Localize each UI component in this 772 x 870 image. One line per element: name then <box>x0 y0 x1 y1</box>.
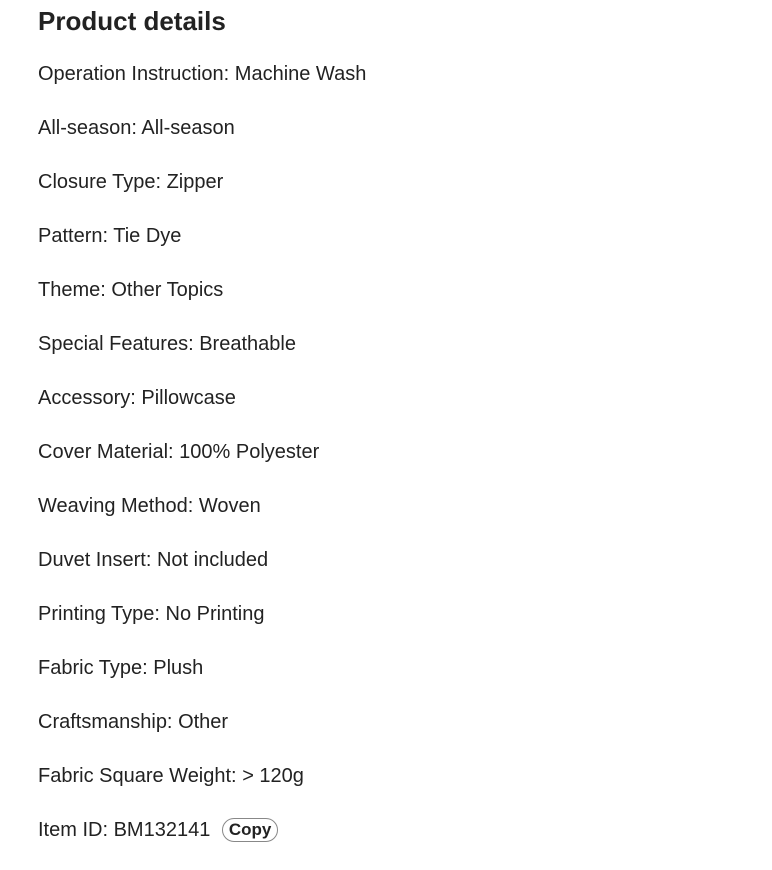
detail-craftsmanship <box>38 708 366 762</box>
detail-value: No Printing <box>165 603 265 625</box>
copy-item-id-button[interactable]: Copy <box>222 818 279 842</box>
detail-value: Other <box>178 711 229 733</box>
detail-label: Theme: <box>38 279 106 301</box>
detail-label: Special Features: <box>38 333 194 355</box>
detail-fabric-type <box>38 654 366 708</box>
detail-label: Pattern: <box>38 225 109 247</box>
detail-printing-type <box>38 600 366 654</box>
detail-value: Zipper <box>166 171 224 193</box>
detail-operation-instruction <box>38 60 366 114</box>
detail-label: Craftsmanship: <box>38 711 173 733</box>
item-id-value: BM132141 <box>113 819 211 841</box>
detail-label: Closure Type: <box>38 171 162 193</box>
detail-value: Not included <box>156 549 269 571</box>
detail-label: Weaving Method: <box>38 495 194 517</box>
detail-value: Plush <box>153 657 204 679</box>
detail-label: Fabric Type: <box>38 657 148 679</box>
detail-special-features <box>38 330 366 384</box>
detail-value: Breathable <box>199 333 296 355</box>
detail-item-id <box>38 816 366 870</box>
detail-label: Operation Instruction: <box>38 63 230 85</box>
detail-weaving-method <box>38 492 366 546</box>
detail-value: Machine Wash <box>234 63 367 85</box>
detail-duvet-insert <box>38 546 366 600</box>
detail-accessory <box>38 384 366 438</box>
detail-value: 100% Polyester <box>179 441 320 463</box>
detail-all-season <box>38 114 366 168</box>
detail-value: All-season <box>141 117 235 139</box>
detail-label: Cover Material: <box>38 441 174 463</box>
detail-label: Accessory: <box>38 387 136 409</box>
detail-label: Printing Type: <box>38 603 160 625</box>
detail-cover-material <box>38 438 366 492</box>
section-title: Product details <box>38 6 226 36</box>
detail-value: Woven <box>198 495 261 517</box>
detail-value: Pillowcase <box>141 387 236 409</box>
product-details-list <box>38 60 366 870</box>
detail-label: Duvet Insert: <box>38 549 152 571</box>
detail-closure-type <box>38 168 366 222</box>
detail-label: Fabric Square Weight: <box>38 765 237 787</box>
detail-pattern <box>38 222 366 276</box>
detail-theme <box>38 276 366 330</box>
detail-fabric-square-weight <box>38 762 366 816</box>
detail-value: > 120g <box>242 765 304 787</box>
detail-label: Item ID: <box>38 819 109 841</box>
detail-value: Tie Dye <box>113 225 182 247</box>
detail-value: Other Topics <box>111 279 224 301</box>
detail-label: All-season: <box>38 117 137 139</box>
